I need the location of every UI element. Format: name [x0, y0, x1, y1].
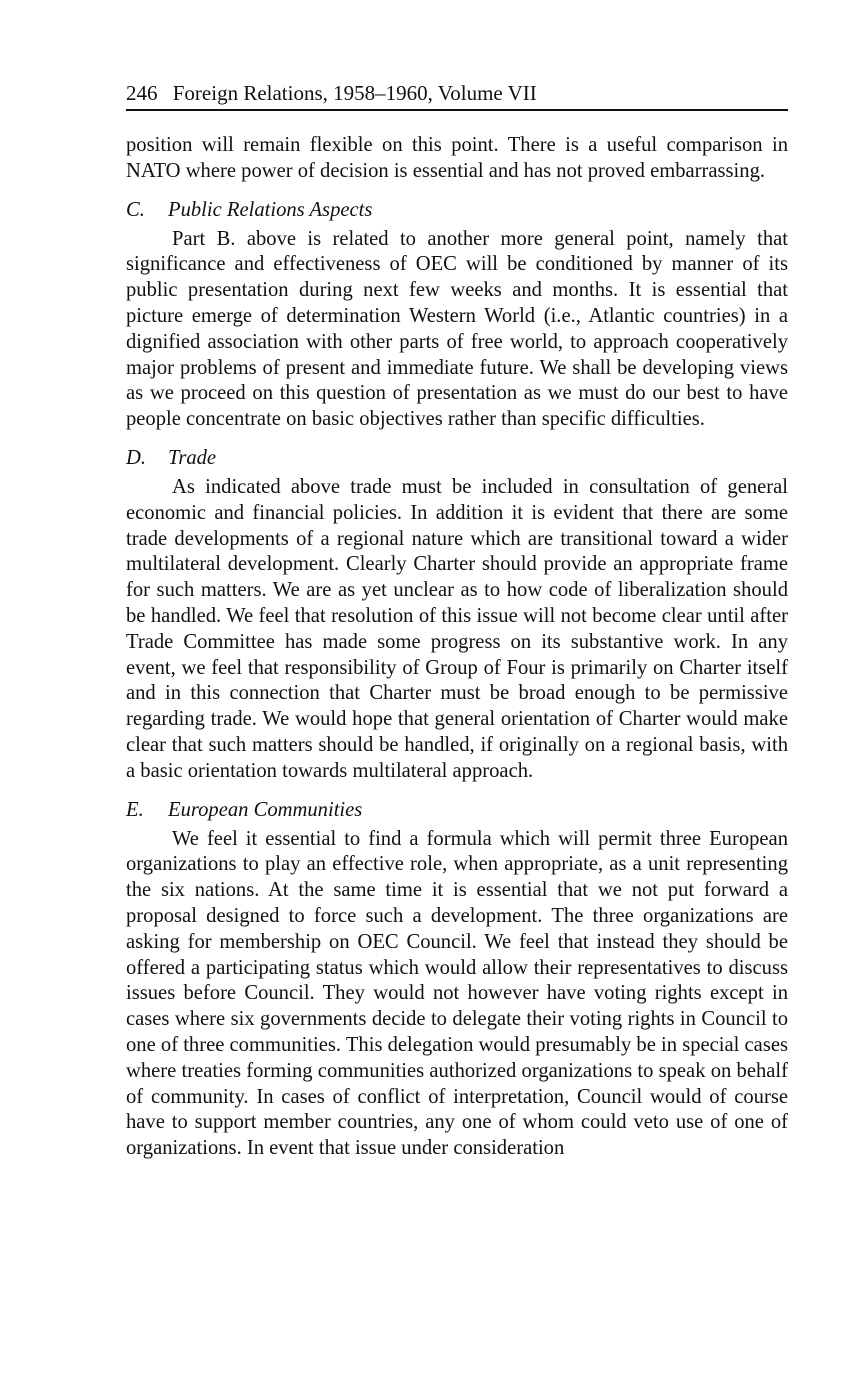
section-title: Trade [168, 446, 217, 469]
body-text [126, 133, 788, 1162]
section-paragraph-d: As indicated above trade must be included in consultation of general economic and financial policies. In addition it is evident that there are some trade developments of a regional nature which are transitional toward a wider multilateral development. Clearly Charter should provide an appropriate frame for such matters. We are as yet unclear as to how code of liberalization should be handled. We feel that resolution of this issue will not become clear until after Trade Committee has made some progress on its substantive work. In any event, we feel that responsibility of Group of Four is primarily on Charter itself and in this connection that Charter must be broad enough to be permissive regarding trade. We would hope that general orientation of Charter would make clear that such matters should be handled, if originally on a regional basis, with a basic orientation towards multilateral approach. [126, 475, 788, 782]
section-title: Public Relations Aspects [168, 198, 373, 221]
section-letter: E. [126, 798, 144, 821]
section-heading-d [126, 445, 788, 471]
continuation-paragraph: position will remain flexible on this point. There is a useful comparison in NATO where power of decision is essential and has not proved embarrassing. [126, 134, 788, 182]
section-paragraph-c: Part B. above is related to another more general point, namely that significance and effectiveness of OEC will be conditioned by manner of its public presentation during next few weeks and months. It is essential that picture emerge of determination Western World (i.e., Atlantic countries) in a dignified association with other parts of free world, to approach cooperatively major problems of present and immediate future. We shall be developing views as we proceed on this question of presentation as we must do our best to have people concentrate on basic objectives rather than specific difficulties. [126, 227, 788, 431]
section-letter: C. [126, 198, 145, 221]
page-number: 246 [126, 81, 158, 105]
section-title: European Communities [168, 798, 363, 821]
volume-title: Foreign Relations, 1958–1960, Volume VII [172, 81, 537, 105]
section-heading-c [126, 197, 788, 223]
section-heading-e [126, 797, 788, 823]
section-paragraph-e: We feel it essential to find a formula which will permit three European organizations to play an effective role, when appropriate, as a unit representing the six nations. At the same time it is essential that we not put forward a proposal designed to force such a development. The three organizations are asking for membership on OEC Council. We feel that instead they should be offered a participating status which would allow their representatives to discuss issues before Council. They would not however have voting rights except in cases where six governments decide to delegate their voting rights in Council to one of three communities. This delegation would presumably be in special cases where treaties forming communities authorized organizations to speak on behalf of community. In cases of conflict of interpretation, Council would of course have to support member countries, any one of whom could veto use of one of organizations. In event that issue under consideration [126, 827, 788, 1160]
section-letter: D. [126, 446, 147, 469]
running-header [126, 78, 788, 111]
document-page [126, 78, 788, 1162]
